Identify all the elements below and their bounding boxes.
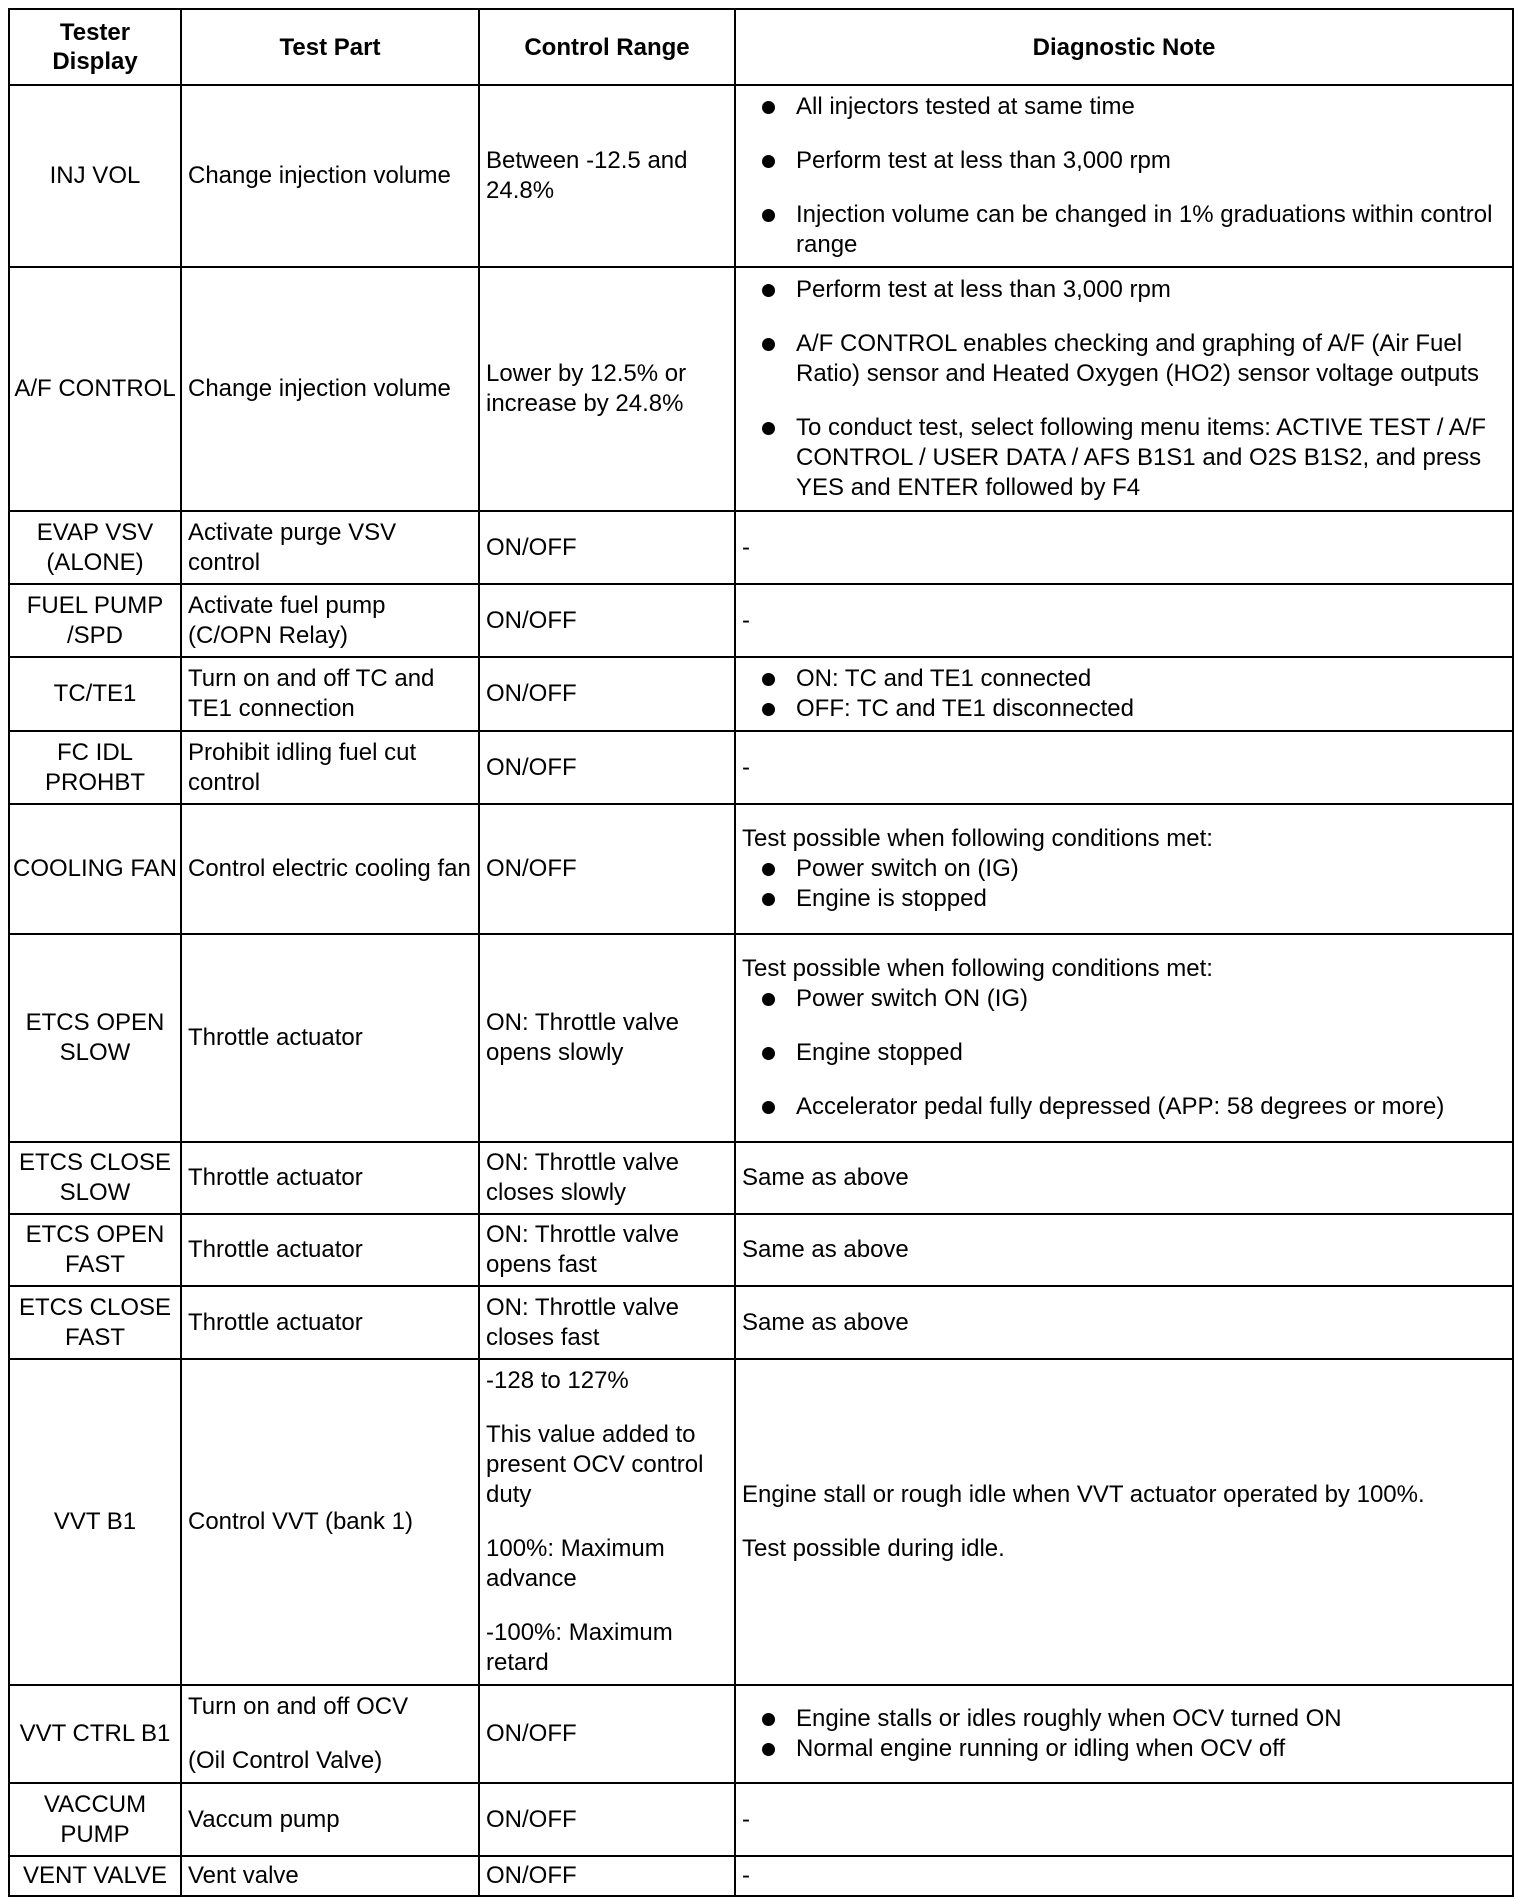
table-row — [9, 657, 1513, 731]
control-range-cell: ON: Throttle valve closes slowly — [479, 1142, 735, 1214]
table-row — [9, 1359, 1513, 1685]
diagnostic-note-cell — [735, 267, 1513, 511]
table-row — [9, 1142, 1513, 1214]
tester-display-cell: VENT VALVE — [9, 1856, 181, 1896]
tester-display-cell: VACCUM PUMP — [9, 1783, 181, 1856]
test-part-cell: Control VVT (bank 1) — [181, 1359, 479, 1685]
control-range-cell — [479, 1359, 735, 1685]
control-range-cell: ON/OFF — [479, 804, 735, 934]
diagnostic-note-cell — [735, 804, 1513, 934]
test-part-cell: Change injection volume — [181, 85, 479, 267]
control-range-cell: ON/OFF — [479, 584, 735, 657]
note-bullet: ON: TC and TE1 connected — [742, 664, 1506, 694]
note-bullet: OFF: TC and TE1 disconnected — [742, 694, 1506, 724]
range-line: -128 to 127% — [486, 1367, 629, 1394]
note-line: Engine stall or rough idle when VVT actuator operated by 100%. — [742, 1481, 1425, 1508]
note-list — [742, 854, 1506, 914]
test-part-cell: Activate fuel pump (C/OPN Relay) — [181, 584, 479, 657]
test-part-cell: Throttle actuator — [181, 934, 479, 1142]
diagnostic-note-cell: - — [735, 511, 1513, 584]
control-range-cell: ON/OFF — [479, 657, 735, 731]
test-part-cell: Throttle actuator — [181, 1286, 479, 1359]
diagnostic-note-cell — [735, 934, 1513, 1142]
tester-display-cell: VVT B1 — [9, 1359, 181, 1685]
control-range-cell: ON/OFF — [479, 511, 735, 584]
note-bullet: Perform test at less than 3,000 rpm — [742, 146, 1506, 176]
note-bullet: Engine is stopped — [742, 884, 1506, 914]
tester-display-cell: FC IDL PROHBT — [9, 731, 181, 804]
table-row — [9, 804, 1513, 934]
document-page — [8, 8, 1512, 1897]
table-row — [9, 1856, 1513, 1896]
tester-display-cell: COOLING FAN — [9, 804, 181, 934]
note-list — [742, 275, 1506, 503]
part-line: Turn on and off OCV — [188, 1693, 409, 1720]
test-part-cell: Change injection volume — [181, 267, 479, 511]
note-list — [742, 92, 1506, 260]
table-row — [9, 267, 1513, 511]
note-bullet: A/F CONTROL enables checking and graphing of A/F (Air Fuel Ratio) sensor and Heated Oxygen (HO2) sensor voltage outputs — [742, 329, 1506, 389]
table-row — [9, 1685, 1513, 1783]
diagnostic-note-cell — [735, 657, 1513, 731]
note-list — [742, 1704, 1506, 1764]
note-bullet: Perform test at less than 3,000 rpm — [742, 275, 1506, 305]
test-part-cell: Activate purge VSV control — [181, 511, 479, 584]
table-row — [9, 731, 1513, 804]
note-bullet: Engine stopped — [742, 1038, 1506, 1068]
tester-display-cell: ETCS CLOSE SLOW — [9, 1142, 181, 1214]
note-bullet: All injectors tested at same time — [742, 92, 1506, 122]
control-range-cell: ON/OFF — [479, 1783, 735, 1856]
range-line: This value added to present OCV control duty — [486, 1421, 704, 1508]
tester-display-cell: EVAP VSV (ALONE) — [9, 511, 181, 584]
tester-display-cell: ETCS OPEN SLOW — [9, 934, 181, 1142]
test-part-cell: Vaccum pump — [181, 1783, 479, 1856]
tester-display-cell: A/F CONTROL — [9, 267, 181, 511]
table-row — [9, 1783, 1513, 1856]
diagnostic-note-cell: - — [735, 731, 1513, 804]
control-range-cell: ON: Throttle valve opens slowly — [479, 934, 735, 1142]
diagnostic-note-cell: Same as above — [735, 1214, 1513, 1286]
control-range-cell: Between -12.5 and 24.8% — [479, 85, 735, 267]
header-row — [9, 9, 1513, 85]
control-range-cell: ON/OFF — [479, 1856, 735, 1896]
header-test-part: Test Part — [181, 9, 479, 85]
active-test-table — [8, 8, 1514, 1897]
note-bullet: Power switch on (IG) — [742, 854, 1506, 884]
test-part-cell: Turn on and off TC and TE1 connection — [181, 657, 479, 731]
control-range-cell: ON: Throttle valve opens fast — [479, 1214, 735, 1286]
header-tester-display: Tester Display — [9, 9, 181, 85]
table-row — [9, 85, 1513, 267]
tester-display-cell: ETCS OPEN FAST — [9, 1214, 181, 1286]
table-row — [9, 1286, 1513, 1359]
diagnostic-note-cell: Same as above — [735, 1142, 1513, 1214]
tester-display-cell: FUEL PUMP /SPD — [9, 584, 181, 657]
range-line: 100%: Maximum advance — [486, 1535, 665, 1592]
test-part-cell: Control electric cooling fan — [181, 804, 479, 934]
diagnostic-note-cell: - — [735, 584, 1513, 657]
control-range-cell: ON: Throttle valve closes fast — [479, 1286, 735, 1359]
control-range-cell: ON/OFF — [479, 731, 735, 804]
note-list — [742, 984, 1506, 1122]
tester-display-cell: TC/TE1 — [9, 657, 181, 731]
tester-display-cell: ETCS CLOSE FAST — [9, 1286, 181, 1359]
diagnostic-note-cell: - — [735, 1783, 1513, 1856]
note-bullet: Normal engine running or idling when OCV off — [742, 1734, 1506, 1764]
note-bullet: Power switch ON (IG) — [742, 984, 1506, 1014]
note-bullet: Accelerator pedal fully depressed (APP: 58 degrees or more) — [742, 1092, 1506, 1122]
table-row — [9, 1214, 1513, 1286]
control-range-cell: ON/OFF — [479, 1685, 735, 1783]
diagnostic-note-cell — [735, 1685, 1513, 1783]
test-part-cell — [181, 1685, 479, 1783]
control-range-cell: Lower by 12.5% or increase by 24.8% — [479, 267, 735, 511]
part-line: (Oil Control Valve) — [188, 1747, 383, 1774]
note-intro: Test possible when following conditions met: — [742, 955, 1213, 982]
test-part-cell: Throttle actuator — [181, 1142, 479, 1214]
diagnostic-note-cell: - — [735, 1856, 1513, 1896]
note-bullet: To conduct test, select following menu items: ACTIVE TEST / A/F CONTROL / USER DATA / AFS B1S1 and O2S B1S2, and press YES and ENTER followed by F4 — [742, 413, 1506, 503]
note-line: Test possible during idle. — [742, 1535, 1005, 1562]
diagnostic-note-cell: Same as above — [735, 1286, 1513, 1359]
diagnostic-note-cell — [735, 85, 1513, 267]
diagnostic-note-cell — [735, 1359, 1513, 1685]
test-part-cell: Throttle actuator — [181, 1214, 479, 1286]
note-list — [742, 664, 1506, 724]
note-bullet: Injection volume can be changed in 1% graduations within control range — [742, 200, 1506, 260]
note-bullet: Engine stalls or idles roughly when OCV turned ON — [742, 1704, 1506, 1734]
tester-display-cell: VVT CTRL B1 — [9, 1685, 181, 1783]
test-part-cell: Prohibit idling fuel cut control — [181, 731, 479, 804]
header-diagnostic-note: Diagnostic Note — [735, 9, 1513, 85]
tester-display-cell: INJ VOL — [9, 85, 181, 267]
header-control-range: Control Range — [479, 9, 735, 85]
note-intro: Test possible when following conditions met: — [742, 825, 1213, 852]
test-part-cell: Vent valve — [181, 1856, 479, 1896]
table-row — [9, 511, 1513, 584]
table-row — [9, 584, 1513, 657]
table-row — [9, 934, 1513, 1142]
range-line: -100%: Maximum retard — [486, 1619, 673, 1676]
